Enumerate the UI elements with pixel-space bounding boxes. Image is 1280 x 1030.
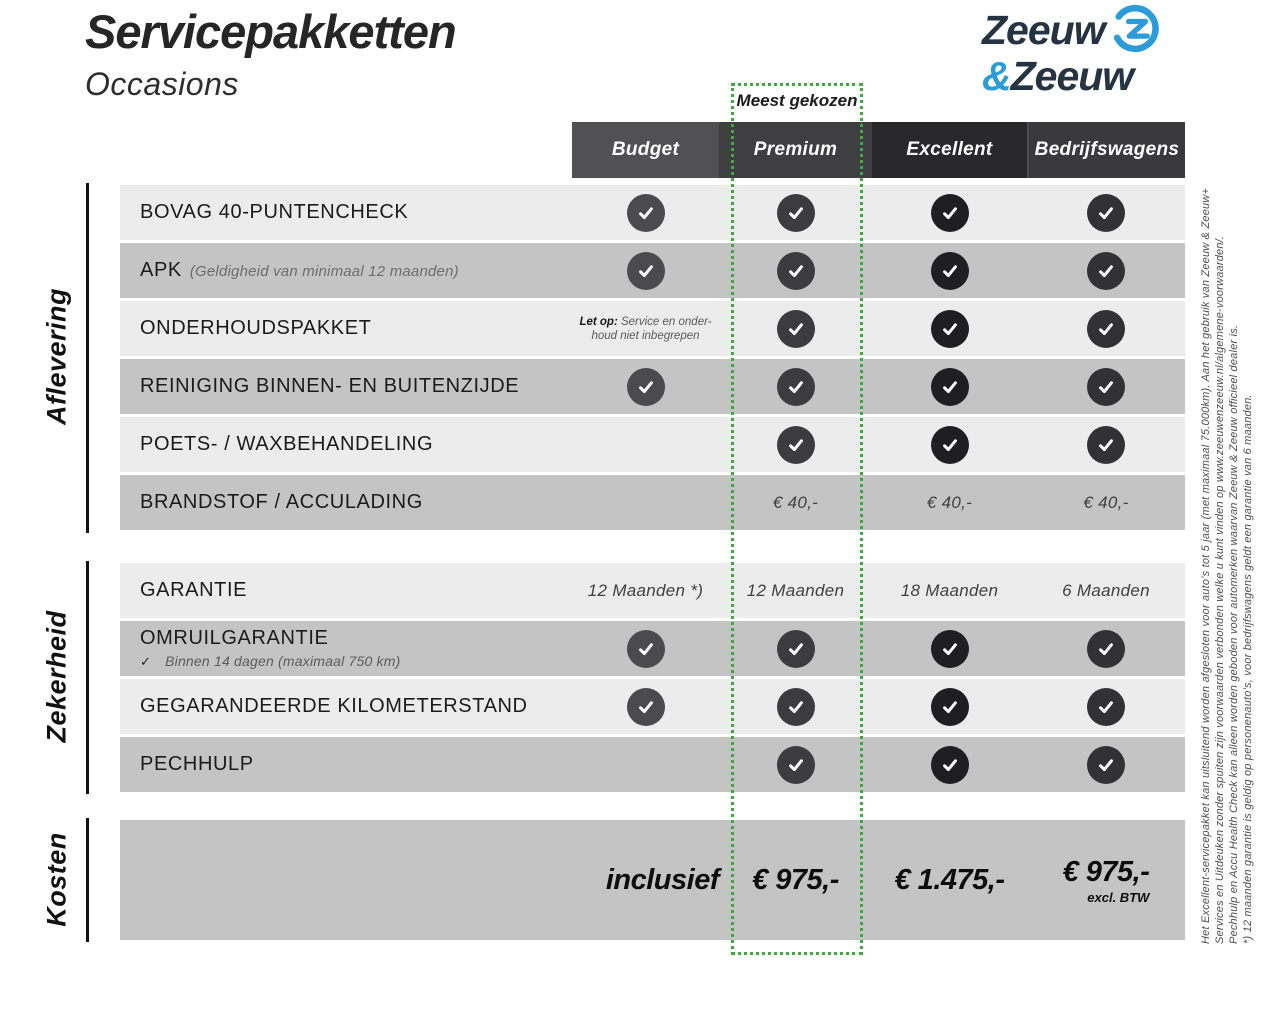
check-icon xyxy=(931,630,969,668)
section-aflevering-rows xyxy=(120,185,1185,533)
logo-text-bottom: Zeeuw xyxy=(1010,53,1134,99)
section-line-zekerheid xyxy=(86,561,89,794)
check-icon xyxy=(1087,252,1125,290)
check-icon xyxy=(777,252,815,290)
section-line-aflevering xyxy=(86,183,89,533)
zeeuw-logo-icon xyxy=(1109,2,1161,54)
section-zekerheid-rows xyxy=(120,563,1185,795)
check-icon xyxy=(1087,426,1125,464)
budget-note: Let op: Service en onder- houd niet inbegrepen xyxy=(579,315,712,342)
check-icon xyxy=(931,194,969,232)
footnote-line: Services en Uitdeuken zonder spuiten zijn voorwaarden verbonden welke u kunt vinden op www.zeeuwenzeeuw.nl/algemene-voorwaarden/. xyxy=(1214,235,1226,944)
section-label-aflevering: Aflevering xyxy=(41,287,72,426)
check-icon xyxy=(931,746,969,784)
check-icon xyxy=(1087,746,1125,784)
cost-bedrijfswagens-block xyxy=(1063,856,1150,905)
page-title: Servicepakketten xyxy=(85,5,456,58)
cost-budget: inclusief xyxy=(605,863,719,896)
footnote-line: Het Excellent-servicepakket kan uitsluitend worden afgesloten voor auto’s tot 5 jaar (met maximaal 75.000km). Aan het gebruik van Zeeuw & Zeeuw+ xyxy=(1200,187,1212,944)
zeeuw-zeeuw-logo xyxy=(982,6,1192,97)
table-row-reiniging xyxy=(120,359,1185,414)
row-label: ONDERHOUDSPAKKET xyxy=(140,317,372,339)
row-label: BRANDSTOF / ACCULADING xyxy=(140,491,423,513)
cell-value: € 40,- xyxy=(772,492,819,512)
cell-value: 12 Maanden xyxy=(746,580,845,600)
table-row-brandstof xyxy=(120,475,1185,530)
check-icon xyxy=(627,630,665,668)
check-icon xyxy=(777,426,815,464)
cell-value: 18 Maanden xyxy=(900,580,999,600)
row-label: GARANTIE xyxy=(140,579,248,601)
check-icon xyxy=(1087,368,1125,406)
cell-value: 12 Maanden *) xyxy=(587,580,704,600)
table-row-onderhoudspakket xyxy=(120,301,1185,356)
footnotes xyxy=(1199,72,1255,944)
row-label: APK xyxy=(140,259,182,281)
check-icon xyxy=(777,630,815,668)
check-icon xyxy=(627,194,665,232)
table-row-pechhulp xyxy=(120,737,1185,792)
column-header-budget: Budget xyxy=(572,122,719,178)
logo-text-top: Zeeuw xyxy=(982,6,1105,53)
table-row-omruilgarantie xyxy=(120,621,1185,676)
cost-row xyxy=(120,820,1185,940)
cost-excellent: € 1.475,- xyxy=(894,863,1005,896)
page-subtitle: Occasions xyxy=(85,66,239,102)
check-icon xyxy=(931,310,969,348)
check-icon xyxy=(777,688,815,726)
row-label: GEGARANDEERDE KILOMETERSTAND xyxy=(140,695,528,717)
check-icon xyxy=(627,368,665,406)
cell-value: € 40,- xyxy=(926,492,973,512)
row-label: OMRUILGARANTIE xyxy=(140,627,329,649)
check-icon xyxy=(777,368,815,406)
cell-value: € 40,- xyxy=(1083,492,1129,512)
check-icon xyxy=(777,310,815,348)
column-header-excellent: Excellent xyxy=(872,122,1027,178)
cell-value: 6 Maanden xyxy=(1062,580,1150,600)
most-chosen-badge: Meest gekozen xyxy=(736,91,858,110)
section-line-kosten xyxy=(86,818,89,942)
logo-ampersand: & xyxy=(982,53,1011,99)
column-headers xyxy=(572,122,1185,178)
check-icon xyxy=(1087,310,1125,348)
table-row-kilometerstand xyxy=(120,679,1185,734)
section-label-zekerheid: Zekerheid xyxy=(41,610,72,743)
check-icon xyxy=(1087,688,1125,726)
table-row-garantie xyxy=(120,563,1185,618)
cost-bedrijfswagens: € 975,- xyxy=(1062,855,1150,888)
check-icon xyxy=(1087,194,1125,232)
check-icon xyxy=(777,194,815,232)
check-icon xyxy=(627,252,665,290)
row-label: REINIGING BINNEN- EN BUITENZIJDE xyxy=(140,375,520,397)
row-sublabel: (Geldigheid van minimaal 12 maanden) xyxy=(189,263,459,280)
table-row-apk xyxy=(120,243,1185,298)
check-icon xyxy=(777,746,815,784)
row-label: BOVAG 40-PUNTENCHECK xyxy=(140,201,409,223)
cost-premium: € 975,- xyxy=(752,863,839,896)
table-row-poets xyxy=(120,417,1185,472)
column-header-bedrijfswagens: Bedrijfswagens xyxy=(1027,122,1185,178)
check-icon xyxy=(931,252,969,290)
check-icon xyxy=(931,688,969,726)
row-label: POETS- / WAXBEHANDELING xyxy=(140,433,434,455)
check-icon xyxy=(1087,630,1125,668)
check-icon xyxy=(627,688,665,726)
footnote-line: *) 12 maanden garantie is geldig op personenauto’s, voor bedrijfswagens geldt een garantie van 6 maanden. xyxy=(1242,394,1254,944)
cost-btw-note: excl. BTW xyxy=(1087,889,1150,905)
check-icon xyxy=(931,426,969,464)
column-header-premium: Premium xyxy=(719,122,872,178)
footnote-line: Pechhulp en Accu Health Check kan alleen worden geboden voor automerken waarvan Zeeuw & Zeeuw officieel dealer is. xyxy=(1228,324,1240,944)
checkmark-glyph: ✓ xyxy=(140,654,152,669)
check-icon xyxy=(931,368,969,406)
section-label-kosten: Kosten xyxy=(41,832,72,927)
row-label: PECHHULP xyxy=(140,753,254,775)
table-row-bovag xyxy=(120,185,1185,240)
row-sublabel: ✓ Binnen 14 dagen (maximaal 750 km) xyxy=(140,653,401,669)
